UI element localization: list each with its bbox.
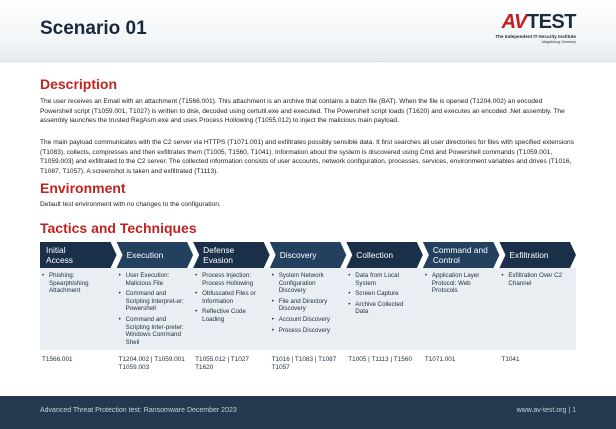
technique-item: • Screen Capture [348, 290, 417, 298]
technique-ids-3 [195, 356, 268, 372]
technique-ids-2 [119, 356, 192, 372]
tactic-label-4 [276, 242, 343, 268]
technique-item: • Process Discovery [272, 327, 341, 335]
technique-item: • File and Directory Discovery [272, 298, 341, 313]
technique-id-line: T1059.003 [118, 364, 150, 371]
tactic-label-line1: Execution [126, 250, 164, 260]
technique-ids-1 [42, 356, 115, 364]
technique-item: • System Network Configuration Discovery [272, 272, 341, 295]
technique-item: • User Execution: Malicious File [119, 272, 188, 287]
technique-id-line: T1057 [271, 364, 290, 371]
technique-item: • Command and Scripting Inter-preter: Windows Command Shell [119, 316, 188, 346]
footer-url-page: www.av-test.org | 1 [516, 407, 576, 414]
av-test-logo [490, 12, 576, 48]
technique-item: • Archive Collected Data [348, 301, 417, 316]
technique-id-line: T1055.012 | T1027 [195, 356, 249, 363]
technique-ids-4 [272, 356, 345, 372]
logo-tagline: The Independent IT-Security Institute [495, 34, 576, 39]
logo-av: AV [501, 11, 527, 33]
technique-item: • Reflective Code Loading [195, 308, 264, 323]
page-title: Scenario 01 [40, 18, 147, 39]
description-paragraph-1: The user receives an Email with an attachment (T1566.001). This attachment is an archive that contains a batch file (BAT). When the file is opened (T1204.002) an encoded Powershell script (T1059.001, T1027) is written to disk, decoded using certutil.exe and executed. The Powershell script loads (T1620) and executes an encoded .Net assembly. The assembly launches the trusted RegAsm.exe and uses Process Hollowing (T1055.012) to inject the malicious main payload. [40, 98, 565, 125]
technique-id-line: T1620 [195, 364, 214, 371]
technique-item: • Phishing: Spearphishing Attachment [42, 272, 111, 295]
tactic-label-line2: Access [46, 255, 73, 265]
technique-ids-5 [348, 356, 421, 364]
logo-test: TEST [526, 11, 576, 33]
environment-text: Default test environment with no changes to the configuration. [40, 201, 221, 208]
tactic-label-line2: Control [432, 255, 460, 265]
logo-location: Magdeburg Germany [542, 40, 576, 44]
technique-item: • Obfuscated Files or Information [195, 290, 264, 305]
tactic-label-line1: Initial [46, 245, 66, 255]
footer-test-name: Advanced Threat Protection test: Ransomware December 2023 [40, 407, 237, 414]
technique-item: • Command and Scripting Interpret-er: Powershell [119, 290, 188, 313]
logo-wordmark [502, 12, 576, 32]
technique-ids-7 [501, 356, 574, 364]
tactic-label-3 [199, 242, 266, 268]
technique-list-3 [195, 272, 264, 327]
tactic-label-6 [429, 242, 496, 268]
description-heading: Description [40, 76, 118, 92]
tactic-label-line1: Discovery [279, 250, 317, 260]
tactic-label-line1: Command and [432, 245, 488, 255]
page-header [0, 0, 616, 62]
tactics-header-row [40, 242, 576, 268]
tactic-label-line2: Evasion [203, 255, 233, 265]
technique-list-7 [501, 272, 570, 290]
technique-list-5 [348, 272, 417, 319]
tactic-label-line1: Collection [356, 250, 394, 260]
technique-list-2 [119, 272, 188, 349]
technique-ids-6 [425, 356, 498, 364]
tactic-label-5 [352, 242, 419, 268]
technique-item: • Data from Local System [348, 272, 417, 287]
technique-item: • Account Discovery [272, 316, 341, 324]
technique-item: • Process Injection: Process Hollowing [195, 272, 264, 287]
technique-id-line: T1005 | T1113 | T1560 [348, 356, 412, 363]
technique-list-1 [42, 272, 111, 298]
tactic-label-7 [505, 242, 572, 268]
description-paragraph-2: The main payload communicates with the C2 server via HTTPS (T1071.001) and exfiltrates possibly sensible data. It first searches all user directories for files with specified extensions (T1083), collects, compresses and then exfiltrates them (T1005, T1560, T1041). Information about the system is discovered using Cmd and Powershell commands (T1059.001, T1059.003) and exfiltrated to the C2 server. The collected information consists of user accounts, network configuration, processes, services, environment variables and drives (T1016, T1087, T1057). A screenshot is taken and exfiltrated (T1113). [40, 139, 574, 175]
technique-id-line: T1016 | T1083 | T1087 [271, 356, 337, 363]
page-footer [0, 396, 616, 429]
technique-id-line: T1566.001 [42, 356, 73, 363]
technique-list-4 [272, 272, 341, 337]
tactic-label-line1: Exfiltration [509, 250, 549, 260]
tactic-label-1 [42, 242, 109, 268]
technique-id-line: T1071.001 [424, 356, 456, 363]
technique-id-line: T1041 [501, 356, 520, 363]
technique-list-6 [425, 272, 494, 298]
environment-heading: Environment [40, 180, 126, 196]
tactic-label-line1: Defense [203, 245, 235, 255]
technique-item: • Application Layer Protocol: Web Protocols [425, 272, 494, 295]
technique-id-line: T1204.002 | T1059.001 [118, 356, 185, 363]
tactic-label-2 [123, 242, 190, 268]
technique-item: • Exfiltration Over C2 Channel [501, 272, 570, 287]
tactics-heading: Tactics and Techniques [40, 220, 197, 236]
